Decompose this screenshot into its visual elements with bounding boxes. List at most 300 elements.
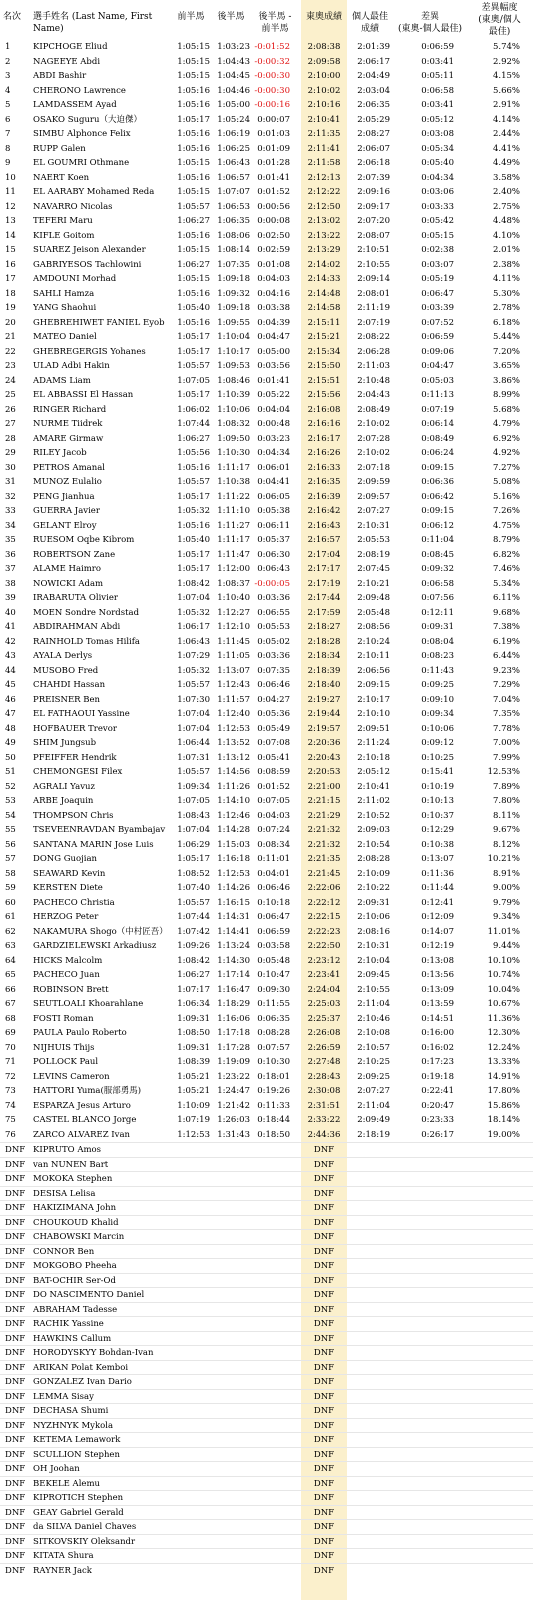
dnf-name-cell: MOKOKA Stephen	[33, 1174, 113, 1184]
tokyo-cell: 2:18:39	[307, 665, 341, 676]
tokyo-cell: 2:12:50	[307, 201, 341, 212]
table-row	[0, 954, 533, 969]
table-row	[0, 1128, 533, 1143]
half-diff-cell: 0:07:57	[257, 1042, 290, 1053]
dnf-rank-cell: DNF	[5, 1159, 26, 1170]
gap-pct-cell: 2.38%	[492, 259, 520, 270]
first-half-cell: 1:07:04	[177, 709, 210, 719]
rank-cell: 14	[5, 230, 16, 241]
table-row	[0, 432, 533, 447]
rank-cell: 34	[5, 520, 16, 531]
pb-cell: 2:06:56	[357, 665, 390, 676]
gap-cell: 0:07:52	[421, 317, 454, 328]
tokyo-cell: 2:22:23	[307, 926, 341, 937]
rank-cell: 60	[5, 897, 16, 908]
gap-pct-cell: 4.11%	[492, 274, 520, 284]
gap-pct-cell: 2.92%	[492, 56, 520, 67]
table-row	[0, 214, 533, 229]
name-cell: NAGEEYE Abdi	[33, 56, 101, 67]
gap-cell: 0:06:24	[421, 448, 454, 458]
gap-pct-cell: 10.10%	[487, 955, 520, 966]
table-row	[0, 287, 533, 302]
second-half-cell: 1:09:50	[217, 433, 250, 444]
pb-cell: 2:18:19	[357, 1129, 390, 1140]
half-diff-cell: -0:00:30	[254, 85, 290, 96]
dnf-row	[0, 1403, 533, 1418]
table-row	[0, 678, 533, 693]
first-half-cell: 1:08:42	[177, 955, 210, 966]
tokyo-cell: 2:21:00	[307, 781, 341, 792]
table-row	[0, 722, 533, 737]
second-half-cell: 1:08:14	[217, 245, 250, 255]
rank-cell: 10	[5, 172, 16, 183]
second-half-cell: 1:12:53	[217, 868, 250, 879]
gap-pct-cell: 5.74%	[492, 42, 520, 52]
half-diff-cell: 0:05:48	[257, 955, 290, 966]
second-half-cell: 1:12:53	[217, 723, 250, 734]
tokyo-cell: 2:28:43	[307, 1071, 341, 1082]
name-cell: PETROS Amanal	[33, 462, 106, 473]
dnf-row	[0, 1331, 533, 1346]
first-half-cell: 1:05:16	[177, 143, 210, 154]
pb-cell: 2:05:53	[357, 535, 390, 545]
name-cell: NIJHUIS Thijs	[33, 1042, 95, 1053]
pb-cell: 2:06:07	[357, 143, 390, 154]
header-second-half-label: 後半馬	[217, 12, 245, 22]
gap-pct-cell: 5.68%	[492, 404, 520, 415]
dnf-name-cell: KITATA Shura	[33, 1551, 94, 1561]
gap-pct-cell: 17.80%	[487, 1086, 520, 1096]
gap-cell: 0:03:33	[421, 201, 454, 212]
gap-pct-cell: 7.04%	[492, 694, 520, 705]
pb-cell: 2:09:15	[357, 680, 390, 690]
gap-pct-cell: 10.04%	[487, 984, 520, 995]
rank-cell: 62	[5, 926, 16, 937]
dnf-tokyo-cell: DNF	[313, 1333, 335, 1344]
dnf-row	[0, 1157, 533, 1172]
gap-cell: 0:09:15	[421, 506, 454, 516]
rank-cell: 8	[5, 143, 11, 154]
second-half-cell: 1:11:22	[217, 491, 250, 502]
table-row	[0, 548, 533, 563]
table-row	[0, 113, 533, 128]
rank-cell: 52	[5, 781, 16, 792]
pb-cell: 2:10:24	[357, 636, 390, 647]
name-cell: ALAME Haimro	[33, 564, 101, 574]
pb-cell: 2:06:35	[357, 100, 390, 110]
gap-cell: 0:16:00	[421, 1028, 454, 1038]
half-diff-cell: 0:06:30	[257, 549, 290, 560]
half-diff-cell: -0:00:05	[254, 578, 290, 589]
rank-cell: 75	[5, 1115, 16, 1125]
gap-cell: 0:09:34	[421, 709, 454, 719]
second-half-cell: 1:13:12	[217, 752, 250, 763]
half-diff-cell: 0:08:59	[257, 767, 290, 777]
half-diff-cell: 0:05:37	[257, 535, 290, 545]
table-row	[0, 127, 533, 142]
gap-pct-cell: 6.19%	[492, 636, 520, 647]
name-cell: CASTEL BLANCO Jorge	[33, 1115, 137, 1125]
name-cell: TEFERI Maru	[33, 216, 93, 226]
table-row	[0, 1012, 533, 1027]
tokyo-cell: 2:20:36	[307, 738, 341, 748]
gap-cell: 0:05:34	[421, 143, 454, 154]
dnf-tokyo-cell: DNF	[313, 1304, 335, 1315]
tokyo-cell: 2:18:28	[307, 636, 341, 647]
pb-cell: 2:06:17	[357, 56, 390, 67]
dnf-rank-cell: DNF	[5, 1188, 26, 1199]
table-row	[0, 272, 533, 287]
second-half-cell: 1:03:23	[217, 42, 250, 52]
tokyo-cell: 2:21:29	[307, 810, 341, 821]
name-cell: FOSTI Roman	[33, 1013, 94, 1024]
half-diff-cell: 0:01:08	[257, 259, 290, 270]
first-half-cell: 1:05:32	[177, 607, 210, 618]
pb-cell: 2:11:04	[357, 999, 390, 1009]
first-half-cell: 1:05:16	[177, 520, 210, 531]
gap-cell: 0:14:51	[421, 1013, 454, 1024]
table-row	[0, 1041, 533, 1056]
first-half-cell: 1:05:16	[177, 230, 210, 241]
tokyo-cell: 2:14:48	[307, 288, 341, 299]
gap-cell: 0:09:12	[421, 738, 454, 748]
rank-cell: 29	[5, 448, 16, 458]
rank-cell: 23	[5, 361, 16, 371]
dnf-row	[0, 1273, 533, 1288]
name-cell: AYALA Derlys	[33, 651, 93, 661]
second-half-cell: 1:17:14	[217, 970, 250, 980]
half-diff-cell: 0:03:58	[257, 941, 290, 951]
tokyo-cell: 2:16:33	[307, 462, 341, 473]
dnf-rank-cell: DNF	[5, 1246, 26, 1257]
pb-cell: 2:10:22	[357, 883, 390, 893]
second-half-cell: 1:06:57	[217, 172, 250, 183]
header-pb	[347, 0, 393, 44]
tokyo-cell: 2:33:22	[307, 1115, 341, 1125]
gap-cell: 0:03:07	[421, 259, 454, 270]
second-half-cell: 1:08:37	[217, 578, 250, 589]
name-cell: CHERONO Lawrence	[33, 85, 126, 96]
second-half-cell: 1:10:39	[217, 390, 250, 400]
dnf-name-cell: KIPROTICH Stephen	[33, 1493, 124, 1503]
gap-cell: 0:05:19	[421, 274, 454, 284]
pb-cell: 2:10:08	[357, 1028, 390, 1038]
dnf-row	[0, 1229, 533, 1244]
dnf-name-cell: GONZALEZ Ivan Dario	[33, 1377, 132, 1387]
tokyo-cell: 2:13:22	[307, 230, 341, 241]
table-row	[0, 765, 533, 780]
gap-cell: 0:11:36	[421, 868, 454, 879]
table-row	[0, 910, 533, 925]
tokyo-cell: 2:19:57	[307, 723, 341, 734]
tokyo-cell: 2:17:04	[307, 549, 341, 560]
dnf-rank-cell: DNF	[5, 1203, 26, 1213]
dnf-row	[0, 1490, 533, 1505]
gap-pct-cell: 4.41%	[492, 143, 520, 154]
tokyo-cell: 2:18:34	[307, 651, 341, 661]
gap-cell: 0:10:37	[421, 810, 454, 821]
half-diff-cell: 0:00:08	[257, 216, 290, 226]
name-cell: KERSTEN Diete	[33, 883, 103, 893]
dnf-name-cell: RACHIK Yassine	[33, 1319, 104, 1329]
first-half-cell: 1:05:16	[177, 100, 210, 110]
gap-pct-cell: 7.80%	[492, 796, 520, 806]
gap-pct-cell: 7.26%	[492, 506, 520, 516]
half-diff-cell: 0:02:59	[257, 245, 290, 255]
first-half-cell: 1:05:16	[177, 129, 210, 139]
dnf-rank-cell: DNF	[5, 1478, 26, 1489]
second-half-cell: 1:14:41	[217, 926, 250, 937]
first-half-cell: 1:10:09	[177, 1100, 210, 1111]
dnf-row	[0, 1186, 533, 1201]
pb-cell: 2:10:18	[357, 752, 390, 763]
half-diff-cell: -0:00:32	[254, 56, 290, 67]
dnf-name-cell: ABRAHAM Tadesse	[33, 1304, 118, 1315]
half-diff-cell: 0:06:47	[257, 912, 290, 922]
rank-cell: 65	[5, 970, 16, 980]
dnf-name-cell: SITKOVSKIY Oleksandr	[33, 1536, 136, 1547]
first-half-cell: 1:08:42	[177, 578, 210, 589]
half-diff-cell: 0:05:49	[257, 723, 290, 734]
second-half-cell: 1:09:55	[217, 317, 250, 328]
tokyo-cell: 2:15:50	[307, 361, 341, 371]
first-half-cell: 1:06:27	[177, 433, 210, 444]
half-diff-cell: 0:04:39	[257, 317, 290, 328]
name-cell: RUPP Galen	[33, 143, 86, 154]
tokyo-cell: 2:10:02	[307, 85, 341, 96]
name-cell: ROBINSON Brett	[33, 984, 109, 995]
half-diff-cell: 0:04:16	[257, 288, 290, 299]
table-row	[0, 1070, 533, 1085]
table-row	[0, 301, 533, 316]
first-half-cell: 1:07:05	[177, 796, 210, 806]
gap-cell: 0:10:06	[421, 723, 454, 734]
name-cell: PFEIFFER Hendrik	[33, 752, 117, 763]
first-half-cell: 1:05:57	[177, 680, 210, 690]
half-diff-cell: 0:10:30	[257, 1057, 290, 1067]
dnf-row	[0, 1171, 533, 1186]
tokyo-cell: 2:16:39	[307, 491, 341, 502]
half-diff-cell: 0:04:01	[257, 868, 290, 879]
tokyo-cell: 2:15:51	[307, 375, 341, 386]
tokyo-cell: 2:31:51	[307, 1100, 341, 1111]
first-half-cell: 1:07:05	[177, 375, 210, 386]
table-row	[0, 330, 533, 345]
gap-pct-cell: 3.65%	[492, 361, 520, 371]
tokyo-cell: 2:21:32	[307, 825, 341, 835]
first-half-cell: 1:05:21	[177, 1071, 210, 1082]
pb-cell: 2:10:57	[357, 1042, 390, 1053]
name-cell: TSEVEENRAVDAN Byambajav	[33, 825, 166, 835]
dnf-row	[0, 1200, 533, 1215]
pb-cell: 2:06:18	[357, 158, 390, 168]
pb-cell: 2:09:14	[357, 274, 390, 284]
second-half-cell: 1:17:18	[217, 1028, 250, 1038]
pb-cell: 2:05:48	[357, 607, 390, 618]
dnf-tokyo-cell: DNF	[313, 1464, 335, 1474]
half-diff-cell: 0:03:23	[257, 433, 290, 444]
gap-pct-cell: 11.36%	[487, 1013, 520, 1024]
dnf-rank-cell: DNF	[5, 1232, 26, 1242]
name-cell: RINGER Richard	[33, 404, 107, 415]
rank-cell: 45	[5, 680, 16, 690]
half-diff-cell: 0:02:50	[257, 230, 290, 241]
half-diff-cell: 0:05:41	[257, 752, 290, 763]
name-cell: GABRIYESOS Tachlowini	[33, 259, 142, 270]
rank-cell: 57	[5, 854, 16, 864]
dnf-row	[0, 1316, 533, 1331]
name-cell: PACHECO Juan	[33, 970, 100, 980]
tokyo-cell: 2:20:53	[307, 767, 341, 777]
first-half-cell: 1:05:16	[177, 317, 210, 328]
tokyo-cell: 2:18:40	[307, 680, 341, 690]
rank-cell: 46	[5, 694, 16, 705]
gap-cell: 0:09:32	[421, 564, 454, 574]
dnf-name-cell: HORODYSKYY Bohdan-Ivan	[33, 1348, 154, 1358]
dnf-tokyo-cell: DNF	[313, 1449, 335, 1460]
tokyo-cell: 2:22:06	[307, 883, 341, 893]
rank-cell: 67	[5, 999, 16, 1009]
name-cell: GHEBREHIWET FANIEL Eyob	[33, 317, 165, 328]
table-row	[0, 69, 533, 84]
pb-cell: 2:07:18	[357, 462, 390, 473]
table-row	[0, 809, 533, 824]
dnf-row	[0, 1345, 533, 1360]
table-row	[0, 461, 533, 476]
rank-cell: 31	[5, 477, 16, 487]
header-half-diff-label: 後半馬 - 前半馬	[258, 12, 292, 34]
dnf-name-cell: MOKGOBO Pheeha	[33, 1261, 117, 1271]
first-half-cell: 1:05:17	[177, 854, 210, 864]
gap-cell: 0:02:38	[421, 245, 454, 255]
first-half-cell: 1:08:43	[177, 810, 210, 821]
half-diff-cell: 0:03:56	[257, 361, 290, 371]
first-half-cell: 1:07:30	[177, 694, 210, 705]
rank-cell: 73	[5, 1086, 16, 1096]
gap-cell: 0:11:13	[421, 390, 454, 400]
table-row	[0, 519, 533, 534]
first-half-cell: 1:05:57	[177, 477, 210, 487]
gap-pct-cell: 3.86%	[492, 375, 520, 386]
dnf-rank-cell: DNF	[5, 1145, 26, 1155]
table-row	[0, 983, 533, 998]
pb-cell: 2:09:03	[357, 825, 390, 835]
gap-cell: 0:10:38	[421, 839, 454, 850]
pb-cell: 2:07:20	[357, 216, 390, 226]
half-diff-cell: 0:05:53	[257, 622, 290, 632]
half-diff-cell: 0:00:48	[257, 419, 290, 429]
rank-cell: 6	[5, 114, 11, 125]
gap-pct-cell: 5.34%	[492, 578, 520, 589]
pb-cell: 2:10:52	[357, 810, 390, 821]
dnf-name-cell: KETEMA Lemawork	[33, 1435, 121, 1445]
second-half-cell: 1:07:35	[217, 259, 250, 270]
gap-cell: 0:13:08	[421, 955, 454, 966]
dnf-row	[0, 1244, 533, 1259]
second-half-cell: 1:23:22	[217, 1071, 250, 1082]
second-half-cell: 1:09:32	[217, 288, 250, 299]
gap-pct-cell: 9.44%	[492, 941, 520, 951]
gap-pct-cell: 10.74%	[487, 970, 520, 980]
gap-pct-cell: 8.99%	[492, 390, 520, 400]
dnf-rank-cell: DNF	[5, 1420, 26, 1431]
table-row	[0, 40, 533, 55]
half-diff-cell: -0:00:16	[254, 100, 290, 110]
dnf-tokyo-cell: DNF	[313, 1536, 335, 1547]
name-cell: SHIM Jungsub	[33, 738, 97, 748]
dnf-row	[0, 1360, 533, 1375]
pb-cell: 2:10:04	[357, 955, 390, 966]
gap-pct-cell: 9.68%	[492, 607, 520, 618]
pb-cell: 2:08:49	[357, 404, 390, 415]
gap-cell: 0:05:15	[421, 230, 454, 241]
gap-cell: 0:19:18	[421, 1071, 454, 1082]
dnf-tokyo-cell: DNF	[313, 1507, 335, 1518]
half-diff-cell: 0:03:36	[257, 593, 290, 603]
second-half-cell: 1:12:00	[217, 564, 250, 574]
second-half-cell: 1:05:00	[217, 100, 250, 110]
header-first-half	[170, 0, 212, 44]
dnf-name-cell: DO NASCIMENTO Daniel	[33, 1290, 145, 1300]
header-rank	[3, 0, 29, 44]
half-diff-cell: 0:06:55	[257, 607, 290, 618]
name-cell: SEUTLOALI Khoarahlane	[33, 999, 144, 1009]
gap-pct-cell: 3.58%	[492, 172, 520, 183]
dnf-rank-cell: DNF	[5, 1174, 26, 1184]
rank-cell: 15	[5, 245, 16, 255]
rank-cell: 4	[5, 85, 11, 96]
gap-pct-cell: 8.11%	[492, 810, 520, 821]
first-half-cell: 1:05:57	[177, 361, 210, 371]
table-row	[0, 1055, 533, 1070]
table-row	[0, 1099, 533, 1114]
rank-cell: 1	[5, 42, 11, 52]
name-cell: OSAKO Suguru（大迫傑）	[33, 114, 142, 125]
header-pb-label: 個人最佳 成績	[351, 12, 388, 34]
dnf-tokyo-cell: DNF	[313, 1232, 335, 1242]
half-diff-cell: 0:04:47	[257, 332, 290, 342]
first-half-cell: 1:05:17	[177, 114, 210, 125]
gap-pct-cell: 5.30%	[492, 288, 520, 299]
second-half-cell: 1:11:17	[217, 535, 250, 545]
first-half-cell: 1:05:17	[177, 549, 210, 560]
pb-cell: 2:07:27	[357, 506, 390, 516]
gap-cell: 0:11:43	[421, 665, 454, 676]
half-diff-cell: 0:18:01	[257, 1071, 290, 1082]
rank-cell: 36	[5, 549, 16, 560]
dnf-rank-cell: DNF	[5, 1333, 26, 1344]
second-half-cell: 1:11:10	[217, 506, 250, 516]
gap-cell: 0:06:58	[421, 85, 454, 96]
name-cell: PENG Jianhua	[33, 491, 95, 502]
second-half-cell: 1:09:18	[217, 274, 250, 284]
tokyo-cell: 2:44:36	[307, 1129, 341, 1140]
gap-cell: 0:04:47	[421, 361, 454, 371]
gap-pct-cell: 4.75%	[492, 520, 520, 531]
table-row	[0, 997, 533, 1012]
first-half-cell: 1:05:17	[177, 564, 210, 574]
dnf-tokyo-cell: DNF	[313, 1145, 335, 1155]
rank-cell: 54	[5, 810, 16, 821]
half-diff-cell: 0:06:46	[257, 680, 290, 690]
gap-pct-cell: 4.48%	[492, 216, 520, 226]
pb-cell: 2:09:48	[357, 593, 390, 603]
first-half-cell: 1:05:57	[177, 767, 210, 777]
name-cell: ABDI Bashir	[33, 71, 87, 81]
first-half-cell: 1:06:17	[177, 622, 210, 632]
table-row	[0, 504, 533, 519]
dnf-name-cell: LEMMA Sisay	[33, 1391, 94, 1402]
